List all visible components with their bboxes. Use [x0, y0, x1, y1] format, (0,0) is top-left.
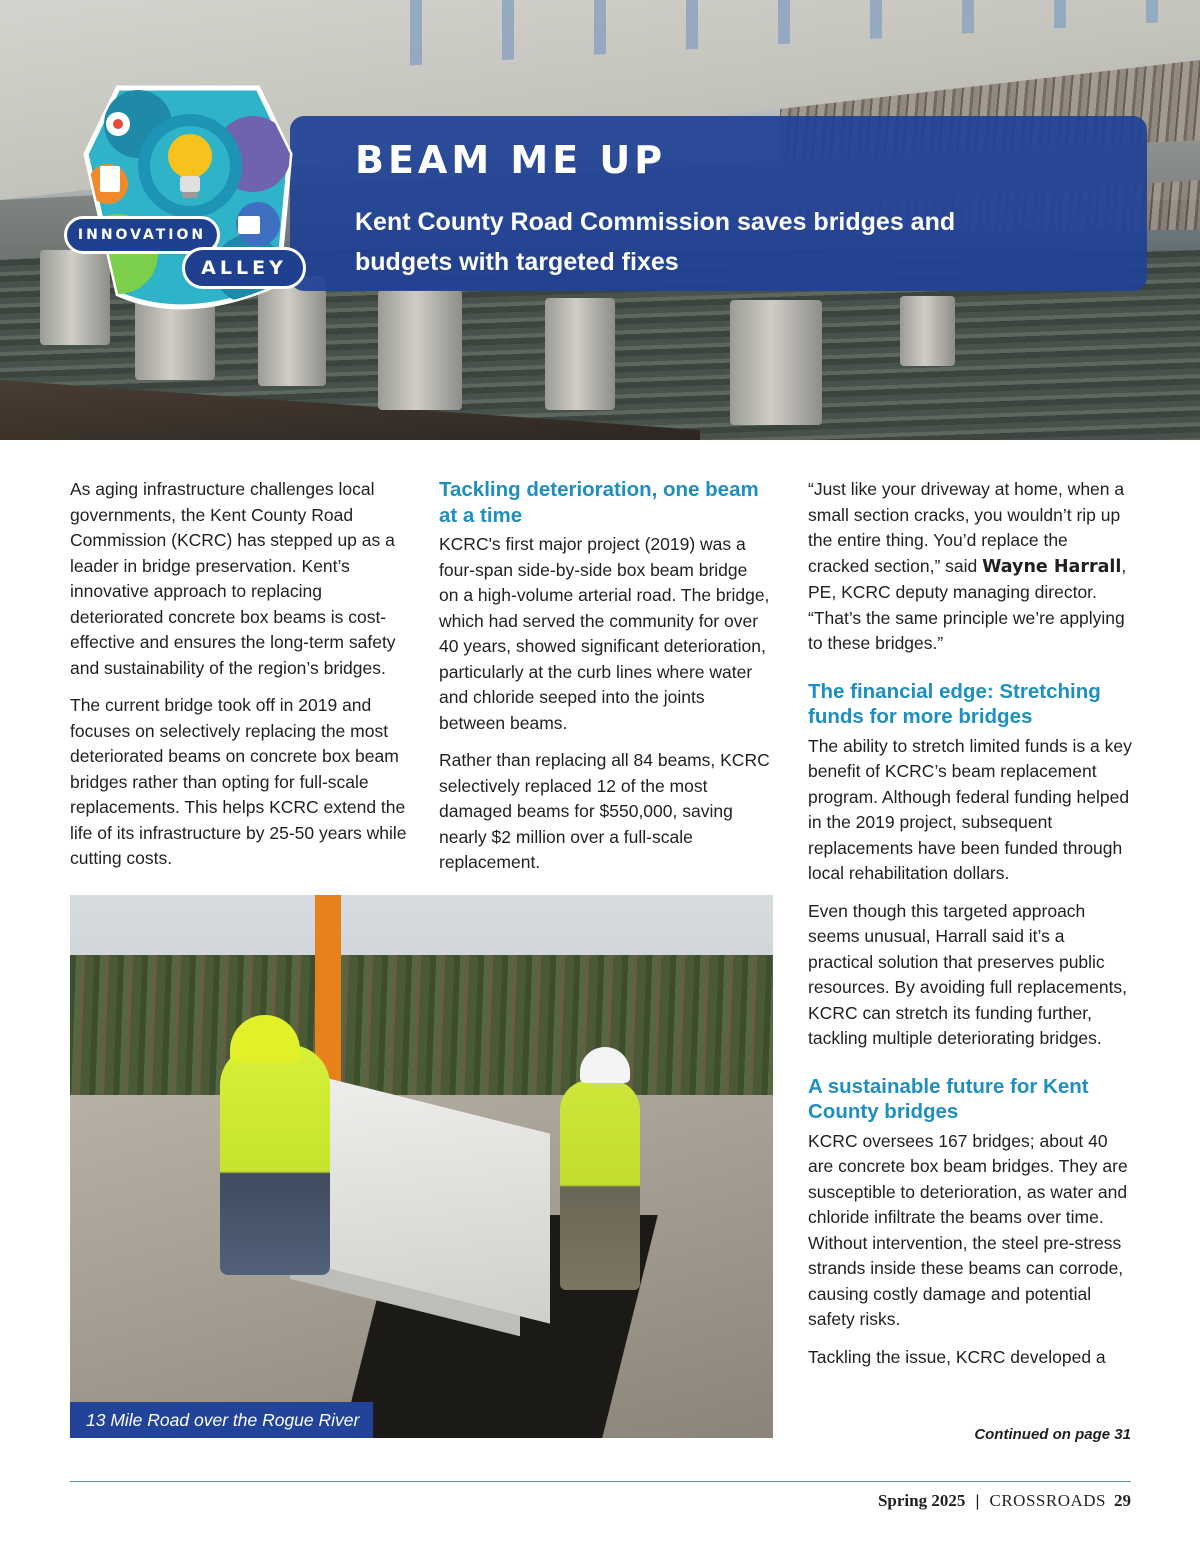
photo-beam-installation [70, 895, 773, 1438]
bridge-pier [730, 300, 822, 425]
issue-season: Spring 2025 [877, 1491, 966, 1510]
intro-paragraph: As aging infrastructure challenges local governments, the Kent County Road Commission (KCRC) has stepped up as a leader in bridge preservation. Kent’s innovative approach to replacing deteriorated concrete box beams is cost-effective and ensures the long-term safety and sustainability of the region’s bridges. [70, 479, 396, 678]
magazine-name: CROSSROADS [989, 1491, 1106, 1510]
body-paragraph: KCRC's first major project (2019) was a four-span side-by-side box beam bridge on a high-volume arterial road. The bridge, which had served the community for over 40 years, showed significant deterioration, particularly at the curb lines where water and chloride seeped into the joints between beams. [439, 534, 770, 733]
article-title: BEAM ME UP [355, 138, 667, 182]
quote-text-start: “Just like your driveway at home, when a small section cracks, you wouldn’t rip up the entire thing. You’d replace the cracked section,” said [808, 479, 1125, 576]
photo-worker [220, 1045, 330, 1275]
column-3 [808, 477, 1133, 1382]
footer-separator: | [975, 1493, 980, 1510]
photo-caption: 13 Mile Road over the Rogue River [70, 1402, 373, 1438]
body-paragraph: Rather than replacing all 84 beams, KCRC selectively replaced 12 of the most damaged beams for $550,000, saving nearly $2 million over a full-scale replacement. [439, 750, 770, 872]
photo-worker [560, 1080, 640, 1290]
page-footer [70, 1491, 1131, 1511]
bridge-pier [378, 290, 462, 410]
quote-text-end: , PE, KCRC deputy managing director. “That’s the same principle we’re applying to these bridges.” [808, 555, 1127, 653]
column-1 [70, 477, 410, 884]
continued-jump-line: Continued on page 31 [974, 1426, 1131, 1443]
badge-label-alley: ALLEY [182, 247, 306, 289]
quote-paragraph [808, 477, 1133, 657]
article-subtitle: Kent County Road Commission saves bridges and budgets with targeted fixes [355, 208, 956, 276]
body-paragraph: KCRC oversees 167 bridges; about 40 are concrete box beam bridges. They are susceptible to deterioration, as water and chloride infiltrate the beams over time. Without intervention, the steel pre-stress strands inside these beams can corrode, causing costly damage and potential safety risks. [808, 1130, 1128, 1329]
footer-divider [70, 1481, 1131, 1482]
body-paragraph: Tackling the issue, KCRC developed a [808, 1346, 1106, 1367]
column-2 [439, 477, 771, 888]
section-heading: The financial edge: Stretching funds for more bridges [808, 679, 1101, 728]
photo-trees [70, 955, 773, 1105]
body-paragraph: Even though this targeted approach seems unusual, Harrall said it’s a practical solution that preserves public resources. By avoiding full replacements, KCRC can stretch its funding further, tackling multiple deteriorating bridges. [808, 900, 1128, 1048]
badge-label-innovation: INNOVATION [64, 216, 220, 254]
section-heading: Tackling deterioration, one beam at a time [439, 478, 759, 527]
section-heading: A sustainable future for Kent County bridges [808, 1074, 1089, 1123]
body-paragraph: The ability to stretch limited funds is a key benefit of KCRC’s beam replacement program. Although federal funding helped in the 2019 project, subsequent replacements have been funded through local rehabilitation dollars. [808, 735, 1132, 883]
bridge-pier [900, 296, 955, 366]
page-number: 29 [1114, 1491, 1131, 1510]
innovation-alley-badge [78, 84, 308, 310]
body-paragraph: The current bridge took off in 2019 and focuses on selectively replacing the most deteriorated beams on concrete box beam bridges rather than opting for full-scale replacements. This helps KCRC extend the life of its infrastructure by 25-50 years while cutting costs. [70, 695, 407, 868]
title-banner [290, 116, 1147, 291]
bridge-pier [545, 298, 615, 410]
quoted-person-name: Wayne Harrall [982, 556, 1122, 577]
